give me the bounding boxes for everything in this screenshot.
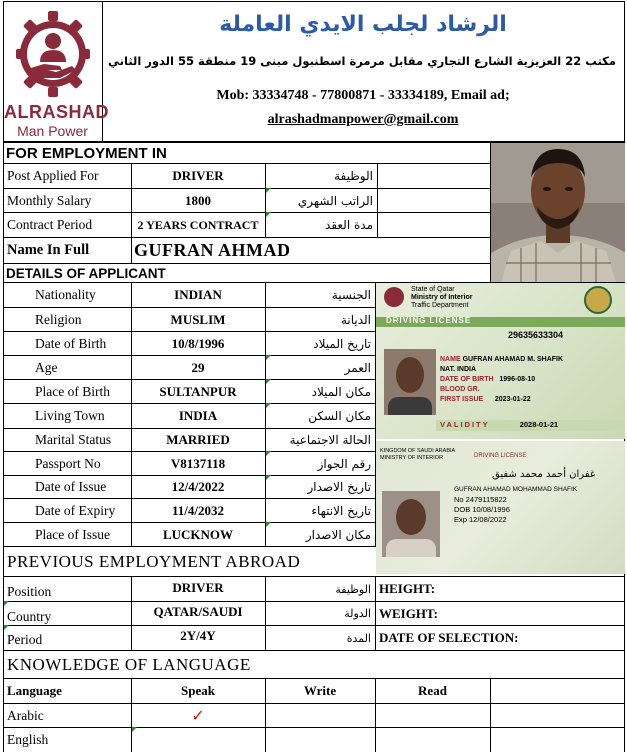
applicant-label: Living Town xyxy=(35,408,105,423)
applicant-value: 29 xyxy=(191,359,205,375)
applicant-value: INDIAN xyxy=(174,287,222,302)
sl-exp: Exp 12/08/2022 xyxy=(454,515,507,524)
ql-dob: 1996-08-10 xyxy=(499,376,536,383)
cell-marker xyxy=(266,475,271,480)
label-date-of-selection: DATE OF SELECTION: xyxy=(379,630,519,645)
applicant-value: 12/4/2022 xyxy=(171,479,225,494)
qatar-license-image xyxy=(376,283,625,439)
applicant-value: INDIA xyxy=(178,408,218,423)
label-post: Post Applied For xyxy=(7,168,99,183)
cell-marker xyxy=(266,451,271,456)
value-post: DRIVER xyxy=(172,168,224,183)
applicant-label: Date of Birth xyxy=(35,335,107,351)
ql-first-issue-label: FIRST ISSUE xyxy=(440,396,484,403)
applicant-photo xyxy=(490,143,625,282)
section-title-language: KNOWLEDGE OF LANGUAGE xyxy=(7,654,251,674)
label-prev-country: Country xyxy=(7,608,52,624)
ql-photo xyxy=(384,349,436,415)
applicant-label: Age xyxy=(35,359,58,375)
applicant-label: Place of Birth xyxy=(35,383,110,399)
applicant-arabic-label: الحالة الاجتماعية xyxy=(289,433,371,447)
company-arabic-title: الرشاد لجلب الايدي العاملة xyxy=(219,12,507,37)
section-title-employment: FOR EMPLOYMENT IN xyxy=(6,144,167,162)
applicant-arabic-label: العمر xyxy=(344,360,371,375)
applicant-label: Marital Status xyxy=(35,432,112,447)
applicant-label: Place of Issue xyxy=(35,526,110,542)
applicant-label: Nationality xyxy=(35,287,96,302)
lang-header-language: Language xyxy=(7,683,62,698)
arabic-post: الوظيفة xyxy=(334,169,373,183)
value-prev-country: QATAR/SAUDI xyxy=(153,604,243,619)
applicant-arabic-label: مكان السكن xyxy=(308,409,371,423)
arabic-prev-period: المدة xyxy=(346,631,371,645)
value-prev-position: DRIVER xyxy=(172,580,224,595)
arabic-prev-position: الوظيفة xyxy=(335,582,371,596)
sl-dob: DOB 10/08/1996 xyxy=(454,505,510,514)
company-email[interactable]: alrashadmanpower@gmail.com xyxy=(267,112,459,127)
cell-marker xyxy=(266,188,271,193)
section-title-previous: PREVIOUS EMPLOYMENT ABROAD xyxy=(7,551,301,571)
logo-gear-icon xyxy=(4,4,101,104)
logo-subtext: Man Power xyxy=(17,123,88,139)
label-contract: Contract Period xyxy=(7,217,93,232)
ql-name: GUFRAN AHAMAD M. SHAFIK xyxy=(462,356,564,363)
sl-ministry: MINISTRY OF INTERIOR xyxy=(380,455,444,461)
applicant-value: 10/8/1996 xyxy=(171,335,225,351)
company-contacts: Mob: 33334748 - 77800871 - 33334189, Email ad; xyxy=(216,88,510,103)
cell-marker xyxy=(266,522,271,527)
ql-number: 29635633304 xyxy=(508,330,564,340)
applicant-arabic-label: مكان الاصدار xyxy=(305,527,371,542)
cell-marker xyxy=(266,403,271,408)
cell-marker xyxy=(4,601,9,606)
label-prev-period: Period xyxy=(7,632,43,647)
section-title-details: DETAILS OF APPLICANT xyxy=(6,265,166,281)
ql-ministry: Ministry of Interior xyxy=(411,294,473,301)
ql-validity-label: VALIDITY xyxy=(440,420,490,429)
cell-marker xyxy=(266,212,271,217)
ql-state: State of Qatar xyxy=(411,286,455,293)
applicant-value: MUSLIM xyxy=(170,311,226,327)
sl-country: KINGDOM OF SAUDI ARABIA xyxy=(380,448,456,454)
value-salary: 1800 xyxy=(185,192,211,208)
value-contract: 2 YEARS CONTRACT xyxy=(137,217,259,232)
applicant-arabic-label: تاريخ الانتهاء xyxy=(311,503,371,518)
company-address: مكتب 22 العزيزية الشارع التجاري مقابل مرمرة اسطنبول مبنى 19 منطقة 55 الدور الثاني xyxy=(108,54,616,68)
applicant-value: 11/4/2032 xyxy=(171,502,224,518)
lang-english-speak xyxy=(131,728,265,752)
label-name: Name In Full xyxy=(7,242,90,258)
label-weight: WEIGHT: xyxy=(379,605,438,621)
cell-marker xyxy=(266,379,271,384)
applicant-value: SULTANPUR xyxy=(159,383,237,399)
sl-arabic-name: غفران أحمد محمد شفيق xyxy=(492,469,596,480)
applicant-label: Religion xyxy=(35,311,82,327)
lang-row-english: English xyxy=(7,732,49,747)
applicant-value: V8137118 xyxy=(170,455,226,471)
ql-dob-label: DATE OF BIRTH xyxy=(440,376,494,383)
cell-marker xyxy=(4,625,9,630)
cell-marker xyxy=(132,727,137,732)
applicant-label: Passport No xyxy=(35,455,101,471)
arabic-contract: مدة العقد xyxy=(325,218,373,232)
sl-name: GUFRAN AHAMAD MOHAMMAD SHAFIK xyxy=(454,486,578,493)
lang-row-arabic: Arabic xyxy=(7,707,44,723)
lang-arabic-speak-check: ✓ xyxy=(191,706,205,725)
applicant-arabic-label: الديانة xyxy=(340,312,371,327)
ql-blood-label: BLOOD GR. xyxy=(440,386,480,393)
value-prev-period: 2Y/4Y xyxy=(180,628,216,643)
value-name: GUFRAN AHMAD xyxy=(134,240,291,260)
company-logo xyxy=(4,4,109,141)
applicant-arabic-label: رقم الجواز xyxy=(317,456,371,471)
ql-title: DRIVING LICENSE xyxy=(386,316,472,325)
logo-text: ALRASHAD xyxy=(4,102,109,122)
arabic-salary: الراتب الشهري xyxy=(297,193,373,208)
applicant-arabic-label: تاريخ الاصدار xyxy=(307,480,371,494)
lang-header-read: Read xyxy=(418,683,447,698)
ql-validity: 2028-01-21 xyxy=(519,420,559,429)
cell-marker xyxy=(266,355,271,360)
ql-name-label: NAME xyxy=(440,356,461,363)
sl-no: No 2479115822 xyxy=(454,495,507,504)
arabic-prev-country: الدولة xyxy=(344,607,371,620)
label-height: HEIGHT: xyxy=(379,581,436,596)
ql-first-issue: 2023-01-22 xyxy=(494,396,531,403)
applicant-value: LUCKNOW xyxy=(162,526,234,542)
label-prev-position: Position xyxy=(7,584,52,599)
applicant-label: Date of Issue xyxy=(35,479,107,494)
lang-header-speak: Speak xyxy=(181,683,215,698)
lang-header-write: Write xyxy=(303,683,337,698)
applicant-label: Date of Expiry xyxy=(35,502,116,518)
applicant-arabic-label: مكان الميلاد xyxy=(311,384,371,399)
applicant-value: MARRIED xyxy=(166,432,230,447)
ql-nat: NAT. INDIA xyxy=(440,366,477,373)
label-salary: Monthly Salary xyxy=(7,192,92,208)
sl-title: DRIVING LICENSE xyxy=(474,453,527,459)
applicant-arabic-label: الجنسية xyxy=(331,288,371,302)
ql-dept: Traffic Department xyxy=(411,302,469,309)
applicant-arabic-label: تاريخ الميلاد xyxy=(313,336,371,351)
